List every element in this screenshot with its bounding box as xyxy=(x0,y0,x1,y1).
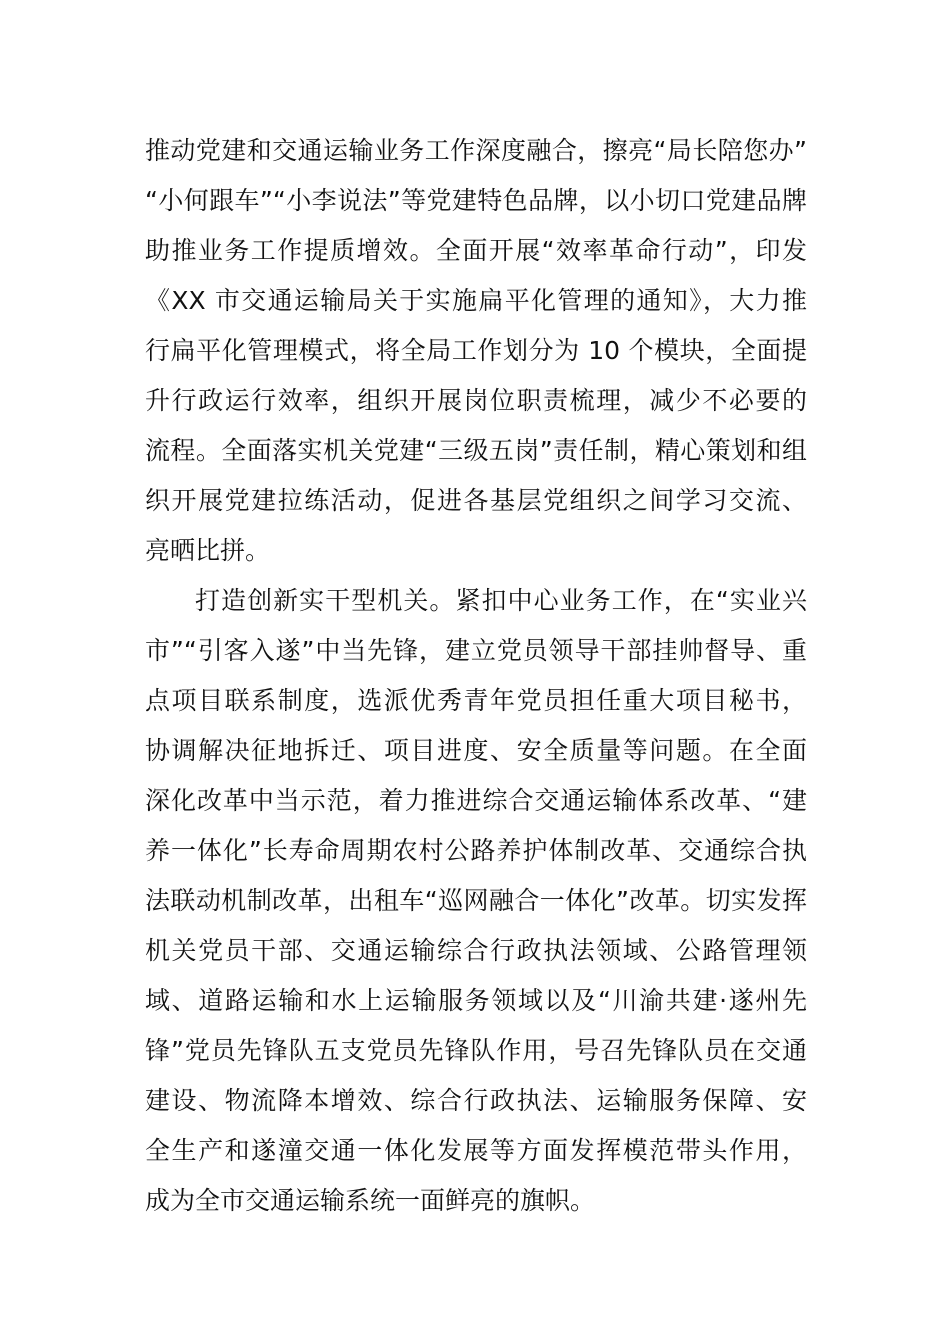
paragraph-1 xyxy=(145,126,807,576)
text-line: 全生产和遂潼交通一体化发展等方面发挥模范带头作用， xyxy=(145,1136,807,1165)
text-line: 法联动机制改革，出租车“巡网融合一体化”改革。切实发挥 xyxy=(145,886,807,915)
text-line: 成为全市交通运输系统一面鲜亮的旗帜。 xyxy=(145,1186,596,1215)
text-line: 深化改革中当示范，着力推进综合交通运输体系改革、“建 xyxy=(145,786,807,815)
text-line: 行扁平化管理模式，将全局工作划分为 10 个模块，全面提 xyxy=(145,336,807,365)
text-line: 点项目联系制度，选派优秀青年党员担任重大项目秘书， xyxy=(145,686,807,715)
text-line: 推动党建和交通运输业务工作深度融合，擦亮“局长陪您办” xyxy=(145,136,807,165)
text-line: 助推业务工作提质增效。全面开展“效率革命行动”，印发 xyxy=(145,236,807,265)
text-line: 《XX 市交通运输局关于实施扁平化管理的通知》，大力推 xyxy=(145,286,807,315)
text-line: 市”“引客入遂”中当先锋，建立党员领导干部挂帅督导、重 xyxy=(145,636,807,665)
text-line: 打造创新实干型机关。紧扣中心业务工作，在“实业兴 xyxy=(195,586,807,615)
text-line: 锋”党员先锋队五支党员先锋队作用，号召先锋队员在交通 xyxy=(145,1036,807,1065)
text-line: 养一体化”长寿命周期农村公路养护体制改革、交通综合执 xyxy=(145,836,807,865)
text-line: 亮晒比拼。 xyxy=(145,536,271,565)
paragraph-2 xyxy=(145,576,807,1226)
text-line: 建设、物流降本增效、综合行政执法、运输服务保障、安 xyxy=(145,1086,807,1115)
text-line: “小何跟车”“小李说法”等党建特色品牌，以小切口党建品牌 xyxy=(145,186,807,215)
text-line: 织开展党建拉练活动，促进各基层党组织之间学习交流、 xyxy=(145,486,807,515)
text-line: 流程。全面落实机关党建“三级五岗”责任制，精心策划和组 xyxy=(145,436,807,465)
text-line: 协调解决征地拆迁、项目进度、安全质量等问题。在全面 xyxy=(145,736,807,765)
document-body xyxy=(145,126,807,1226)
text-line: 升行政运行效率，组织开展岗位职责梳理，减少不必要的 xyxy=(145,386,807,415)
text-line: 域、道路运输和水上运输服务领域以及“川渝共建·遂州先 xyxy=(145,986,807,1015)
text-line: 机关党员干部、交通运输综合行政执法领域、公路管理领 xyxy=(145,936,807,965)
